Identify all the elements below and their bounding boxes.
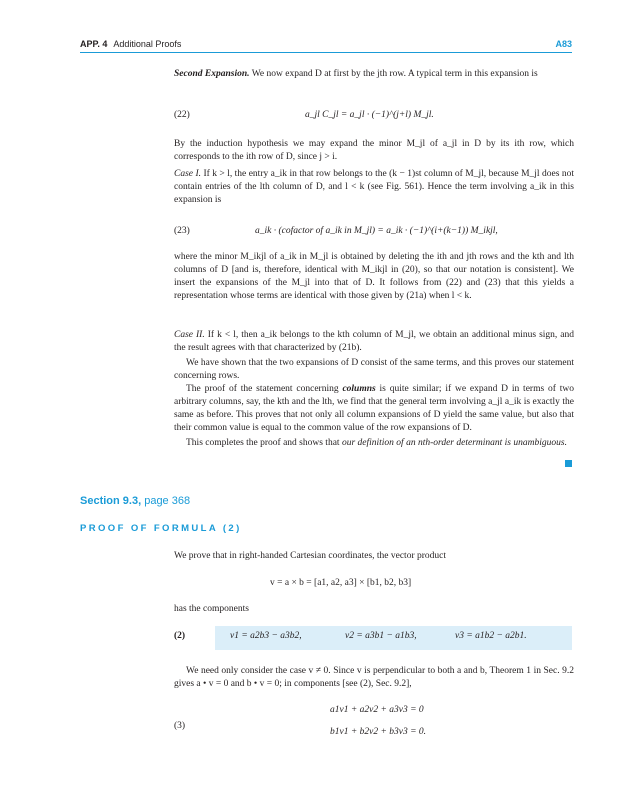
paragraph-perpendicular: We need only consider the case v ≠ 0. Since v is perpendicular to both a and b, Theorem 1 in Sec. 9.2 gives a • v = 0 and b • v = 0; in components [see (2), Sec. 9.2], [174,666,574,689]
eq3-label: (3) [174,721,186,731]
equation-22: a_jl C_jl = a_jl · (−1)^(j+l) M_jl. [305,110,434,120]
eq3-line-2: b1v1 + b2v2 + b3v3 = 0. [330,727,427,737]
vector-product-equation: v = a × b = [a1, a2, a3] × [b1, b2, b3] [270,578,412,588]
has-components-text: has the components [174,604,249,614]
eq3-line-1: a1v1 + a2v2 + a3v3 = 0 [330,705,424,715]
appendix-label: APP. 4 [80,39,108,49]
section-name[interactable]: Section 9.3, [80,495,142,507]
end-of-proof-icon [565,460,572,467]
v1-component: v1 = a2b3 − a3b2, [230,631,302,641]
v3-component: v3 = a1b2 − a2b1. [455,631,527,641]
formula2-intro: We prove that in right-handed Cartesian coordinates, the vector product [174,551,447,561]
second-expansion-heading: Second Expansion. [174,69,250,79]
paragraph-conclusion: This completes the proof and shows that our definition of an nth-order determinant is unambiguous. [186,438,567,448]
paragraph-induction: By the induction hypothesis we may expand the minor M_jl of a_jl in D by its ith row, which corresponds to the ith row of D, since j > i. [174,139,574,162]
paragraph-rows: We have shown that the two expansions of D consist of the same terms, and this proves our statement concerning rows. [174,358,574,381]
columns-emphasis: columns [342,384,376,394]
paragraph-columns: The proof of the statement concerning columns is quite similar; if we expand D in terms of two arbitrary columns, say, the kth and the lth, we find that the general term involving a_jl a_ik is exactly the same as before. This proves that not only all column expansions of D yield the same value, but also that their common value is equal to the common value of the row expansions of D. [174,384,574,433]
eq22-label: (22) [174,110,190,120]
header-rule [80,52,572,53]
case-1-label: Case I. [174,169,201,179]
equation-23: a_ik · (cofactor of a_ik in M_jl) = a_ik · (−1)^(i+(k−1)) M_ikjl, [255,226,498,236]
page-number: A83 [555,39,572,49]
header-title: Additional Proofs [113,39,182,49]
second-expansion-intro: Second Expansion. We now expand D at first by the jth row. A typical term in this expansion is [174,69,538,79]
case-2-paragraph: Case II. If k < l, then a_ik belongs to the kth column of M_jl, we obtain an additional minus sign, and the result agrees with that characterized by (21b). [174,330,575,353]
section-reference[interactable] [80,495,190,507]
paragraph-minor: where the minor M_ikjl of a_ik in M_jl is obtained by deleting the ith and jth rows and the kth and lth columns of D [and is, therefore, identical with M_ikjl in (20), so that our notation is consistent]. We insert the expansions of the M_jl into that of D. It follows from (22) and (23) that this yields a representation whose terms are identical with those given by (21a) when l < k. [174,252,574,301]
eq23-label: (23) [174,226,190,236]
proof-title: PROOF OF FORMULA (2) [80,523,242,534]
running-header [80,36,572,52]
case-1-paragraph: Case I. If k > l, the entry a_ik in that row belongs to the (k − 1)st column of M_jl, because M_jl does not contain entries of the lth column of D, and l < k (see Fig. 561). Hence the term involving a_ik in this expansion is [174,169,574,205]
case-2-label: Case II. [174,330,205,340]
section-page[interactable]: page 368 [144,495,191,507]
eq2-label: (2) [174,631,186,641]
v2-component: v2 = a3b1 − a1b3, [345,631,417,641]
